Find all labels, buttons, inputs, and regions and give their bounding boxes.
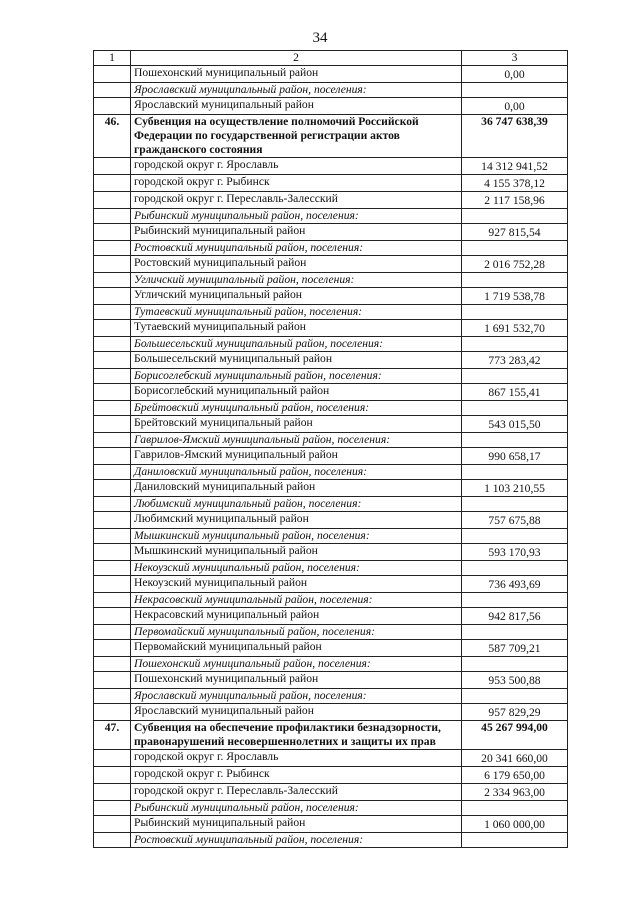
table-row (94, 224, 568, 241)
amount-value: 4 155 378,12 (462, 175, 568, 192)
row-number (94, 192, 131, 209)
section-heading: Гаврилов-Ямский муниципальный район, поселения: (131, 433, 462, 448)
amount-value: 990 658,17 (462, 448, 568, 465)
row-number (94, 175, 131, 192)
recipient-name: городской округ г. Ярославль (131, 750, 462, 767)
recipient-name: Ростовский муниципальный район (131, 256, 462, 273)
table-row (94, 320, 568, 337)
row-number (94, 384, 131, 401)
amount-value: 927 815,54 (462, 224, 568, 241)
table-row (94, 529, 568, 544)
row-number: 46. (94, 115, 131, 158)
amount-value (462, 561, 568, 576)
amount-value: 14 312 941,52 (462, 158, 568, 175)
recipient-name: Мышкинский муниципальный район (131, 544, 462, 561)
row-number (94, 448, 131, 465)
section-heading: Некрасовский муниципальный район, поселения: (131, 593, 462, 608)
table-row (94, 83, 568, 98)
row-number (94, 561, 131, 576)
amount-value: 587 709,21 (462, 640, 568, 657)
recipient-name: городской округ г. Рыбинск (131, 175, 462, 192)
amount-value (462, 241, 568, 256)
recipient-name: Угличский муниципальный район (131, 288, 462, 305)
recipient-name: Гаврилов-Ямский муниципальный район (131, 448, 462, 465)
row-number (94, 657, 131, 672)
amount-value (462, 625, 568, 640)
row-number: 47. (94, 721, 131, 750)
amount-value (462, 83, 568, 98)
recipient-name: Ярославский муниципальный район (131, 704, 462, 721)
section-heading: Любимский муниципальный район, поселения: (131, 497, 462, 512)
amount-value (462, 657, 568, 672)
section-heading: Брейтовский муниципальный район, поселения: (131, 401, 462, 416)
subvention-table (93, 50, 568, 848)
row-number (94, 767, 131, 784)
row-number (94, 801, 131, 816)
section-heading: Рыбинский муниципальный район, поселения: (131, 209, 462, 224)
row-number (94, 608, 131, 625)
table-row (94, 209, 568, 224)
row-number (94, 158, 131, 175)
amount-value: 2 334 963,00 (462, 784, 568, 801)
table-row (94, 640, 568, 657)
row-number (94, 784, 131, 801)
table-row (94, 480, 568, 497)
table-row (94, 98, 568, 115)
row-number (94, 209, 131, 224)
amount-value (462, 529, 568, 544)
section-heading: Мышкинский муниципальный район, поселения: (131, 529, 462, 544)
table-row (94, 721, 568, 750)
table-row (94, 352, 568, 369)
amount-value: 1 691 532,70 (462, 320, 568, 337)
amount-value: 0,00 (462, 66, 568, 83)
table-row (94, 593, 568, 608)
table-row (94, 241, 568, 256)
header-col-2: 2 (131, 51, 462, 66)
amount-value: 942 817,56 (462, 608, 568, 625)
row-number (94, 433, 131, 448)
table-row (94, 672, 568, 689)
recipient-name: городской округ г. Рыбинск (131, 767, 462, 784)
section-heading: Ярославский муниципальный район, поселения: (131, 689, 462, 704)
table-row (94, 465, 568, 480)
row-number (94, 465, 131, 480)
amount-value: 1 719 538,78 (462, 288, 568, 305)
section-heading: Пошехонский муниципальный район, поселения: (131, 657, 462, 672)
row-number (94, 369, 131, 384)
row-number (94, 689, 131, 704)
recipient-name: Брейтовский муниципальный район (131, 416, 462, 433)
recipient-name: Рыбинский муниципальный район (131, 816, 462, 833)
table-row (94, 256, 568, 273)
table-row (94, 801, 568, 816)
table-header-row (94, 51, 568, 66)
section-heading: Большесельский муниципальный район, поселения: (131, 337, 462, 352)
table-row (94, 384, 568, 401)
table-row (94, 657, 568, 672)
amount-value (462, 801, 568, 816)
amount-value (462, 305, 568, 320)
row-number (94, 704, 131, 721)
amount-value (462, 209, 568, 224)
row-number (94, 816, 131, 833)
amount-value: 2 016 752,28 (462, 256, 568, 273)
amount-value (462, 689, 568, 704)
row-number (94, 750, 131, 767)
row-number (94, 593, 131, 608)
subvention-total: 45 267 994,00 (462, 721, 568, 750)
row-number (94, 352, 131, 369)
table-row (94, 576, 568, 593)
row-number (94, 273, 131, 288)
recipient-name: Пошехонский муниципальный район (131, 66, 462, 83)
amount-value (462, 273, 568, 288)
amount-value: 0,00 (462, 98, 568, 115)
table-row (94, 625, 568, 640)
row-number (94, 320, 131, 337)
row-number (94, 416, 131, 433)
section-heading: Первомайский муниципальный район, поселения: (131, 625, 462, 640)
table-row (94, 816, 568, 833)
amount-value (462, 497, 568, 512)
recipient-name: Первомайский муниципальный район (131, 640, 462, 657)
header-col-3: 3 (462, 51, 568, 66)
table-row (94, 369, 568, 384)
row-number (94, 83, 131, 98)
subvention-title: Субвенция на осуществление полномочий Российской Федерации по государственной регистрации актов гражданского состояния (131, 115, 462, 158)
table-row (94, 305, 568, 320)
table-row (94, 448, 568, 465)
row-number (94, 640, 131, 657)
row-number (94, 672, 131, 689)
amount-value (462, 833, 568, 848)
recipient-name: городской округ г. Переславль-Залесский (131, 784, 462, 801)
row-number (94, 576, 131, 593)
amount-value: 957 829,29 (462, 704, 568, 721)
section-heading: Даниловский муниципальный район, поселения: (131, 465, 462, 480)
section-heading: Некоузский муниципальный район, поселения: (131, 561, 462, 576)
row-number (94, 529, 131, 544)
amount-value: 757 675,88 (462, 512, 568, 529)
table-row (94, 288, 568, 305)
amount-value (462, 465, 568, 480)
table-row (94, 544, 568, 561)
row-number (94, 98, 131, 115)
header-col-1: 1 (94, 51, 131, 66)
row-number (94, 305, 131, 320)
amount-value: 736 493,69 (462, 576, 568, 593)
section-heading: Ярославский муниципальный район, поселения: (131, 83, 462, 98)
recipient-name: Ярославский муниципальный район (131, 98, 462, 115)
table-row (94, 608, 568, 625)
recipient-name: Пошехонский муниципальный район (131, 672, 462, 689)
table-body (94, 51, 568, 848)
table-row (94, 833, 568, 848)
table-row (94, 115, 568, 158)
row-number (94, 544, 131, 561)
recipient-name: Даниловский муниципальный район (131, 480, 462, 497)
table-row (94, 66, 568, 83)
table-row (94, 337, 568, 352)
recipient-name: Любимский муниципальный район (131, 512, 462, 529)
row-number (94, 66, 131, 83)
table-row (94, 273, 568, 288)
section-heading: Рыбинский муниципальный район, поселения: (131, 801, 462, 816)
table-row (94, 689, 568, 704)
table-row (94, 416, 568, 433)
row-number (94, 288, 131, 305)
table-row (94, 767, 568, 784)
section-heading: Ростовский муниципальный район, поселения: (131, 833, 462, 848)
row-number (94, 256, 131, 273)
amount-value: 953 500,88 (462, 672, 568, 689)
recipient-name: Большесельский муниципальный район (131, 352, 462, 369)
table-row (94, 401, 568, 416)
table-row (94, 175, 568, 192)
row-number (94, 512, 131, 529)
recipient-name: городской округ г. Переславль-Залесский (131, 192, 462, 209)
table-row (94, 704, 568, 721)
table-row (94, 561, 568, 576)
recipient-name: Тутаевский муниципальный район (131, 320, 462, 337)
amount-value: 593 170,93 (462, 544, 568, 561)
subvention-title: Субвенция на обеспечение профилактики безнадзорности, правонарушений несовершеннолетних и защиты их прав (131, 721, 462, 750)
table-row (94, 784, 568, 801)
subvention-total: 36 747 638,39 (462, 115, 568, 158)
amount-value (462, 593, 568, 608)
row-number (94, 337, 131, 352)
row-number (94, 241, 131, 256)
amount-value: 543 015,50 (462, 416, 568, 433)
section-heading: Борисоглебский муниципальный район, поселения: (131, 369, 462, 384)
table-row (94, 512, 568, 529)
amount-value (462, 337, 568, 352)
amount-value: 1 060 000,00 (462, 816, 568, 833)
row-number (94, 497, 131, 512)
row-number (94, 480, 131, 497)
amount-value: 867 155,41 (462, 384, 568, 401)
amount-value (462, 369, 568, 384)
table-row (94, 497, 568, 512)
recipient-name: Рыбинский муниципальный район (131, 224, 462, 241)
section-heading: Угличский муниципальный район, поселения: (131, 273, 462, 288)
amount-value: 20 341 660,00 (462, 750, 568, 767)
section-heading: Тутаевский муниципальный район, поселения: (131, 305, 462, 320)
amount-value (462, 401, 568, 416)
amount-value (462, 433, 568, 448)
amount-value: 2 117 158,96 (462, 192, 568, 209)
amount-value: 6 179 650,00 (462, 767, 568, 784)
row-number (94, 224, 131, 241)
section-heading: Ростовский муниципальный район, поселения: (131, 241, 462, 256)
table-row (94, 158, 568, 175)
page-number: 34 (312, 30, 328, 46)
table-row (94, 192, 568, 209)
recipient-name: Некоузский муниципальный район (131, 576, 462, 593)
row-number (94, 833, 131, 848)
table-row (94, 750, 568, 767)
amount-value: 1 103 210,55 (462, 480, 568, 497)
table-row (94, 433, 568, 448)
row-number (94, 625, 131, 640)
recipient-name: городской округ г. Ярославль (131, 158, 462, 175)
row-number (94, 401, 131, 416)
recipient-name: Борисоглебский муниципальный район (131, 384, 462, 401)
amount-value: 773 283,42 (462, 352, 568, 369)
recipient-name: Некрасовский муниципальный район (131, 608, 462, 625)
